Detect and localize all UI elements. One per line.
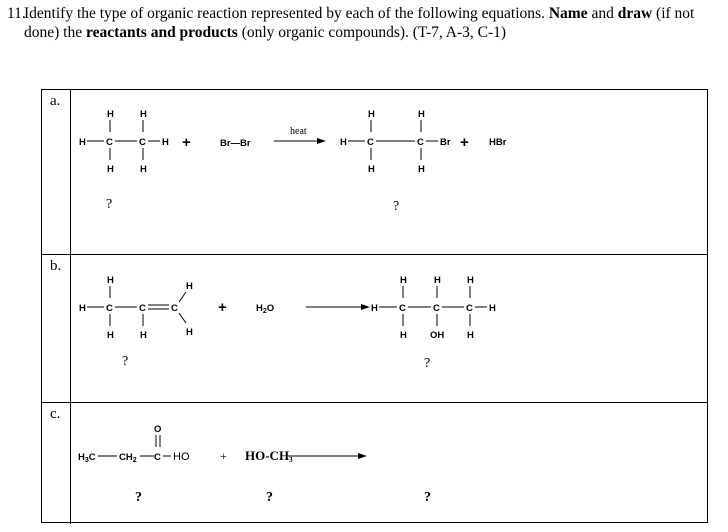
unknown-mark: ? (122, 354, 129, 369)
atom-h: H (400, 330, 407, 341)
atom-h: H (186, 327, 193, 338)
question-text-4: (only organic compounds). (T-7, A-3, C-1) (241, 24, 507, 41)
atom-h: H (186, 281, 193, 292)
question-reactants-bold: reactants and products (85, 24, 238, 41)
atom-h: H (140, 164, 147, 175)
atom-h: H (107, 330, 114, 341)
unknown-mark: ? (106, 197, 113, 212)
question-text-3: (if not done) the (24, 5, 695, 41)
reaction-table (41, 89, 708, 523)
arrow-condition: heat (290, 126, 307, 137)
reaction-arrow-icon (358, 453, 367, 459)
question-text-1: Identify the type of organic reaction represented by each of the following equations. (24, 5, 545, 22)
atom-h: H (340, 137, 347, 148)
atom-h: H (368, 109, 375, 120)
unknown-mark: ? (135, 490, 142, 505)
atom-c: C (171, 303, 178, 314)
atom-h: H (467, 330, 474, 341)
atom-h: H (162, 137, 169, 148)
atom-c: C (106, 303, 113, 314)
row-a-equation (42, 90, 709, 255)
atom-c: C (367, 137, 374, 148)
water-reagent: $H_2O$ (256, 303, 275, 315)
reaction-arrow-icon (361, 304, 370, 310)
row-c-label: c. (50, 406, 61, 422)
byproduct-hbr: HBr (489, 137, 507, 148)
row-b (42, 255, 707, 403)
atom-o: O (154, 424, 162, 435)
row-a-label: a. (50, 93, 61, 109)
atom-c: C (417, 137, 424, 148)
plus-sign: + (220, 449, 227, 463)
atom-c: C (399, 303, 406, 314)
atom-h: H (79, 137, 86, 148)
atom-c: C (154, 452, 161, 463)
atom-br: Br (440, 137, 451, 148)
atom-h: H (107, 275, 114, 286)
atom-h: H (368, 164, 375, 175)
atom-h: H (107, 164, 114, 175)
question-text-2: and (591, 5, 614, 22)
atom-h: H (79, 303, 86, 314)
bromine-reagent: Br—Br (220, 138, 251, 149)
hydroxyl-group: OH (430, 330, 445, 341)
atom-h: H (418, 109, 425, 120)
row-c-equation (42, 403, 709, 524)
question-number: 11. (7, 5, 26, 22)
atom-c: C (139, 303, 146, 314)
reaction-arrow-icon (317, 138, 326, 144)
plus-sign: + (460, 134, 469, 151)
methanol-reagent: HO-CH3 (245, 448, 293, 464)
atom-h3c: $H_3C$ (78, 452, 96, 464)
row-b-label: b. (50, 258, 62, 274)
row-c (42, 403, 707, 524)
question-draw-bold: draw (617, 5, 653, 22)
row-b-equation (42, 255, 709, 403)
atom-h: H (107, 109, 114, 120)
atom-c: C (139, 137, 146, 148)
atom-h: H (418, 164, 425, 175)
plus-sign: + (218, 299, 227, 316)
atom-h: H (140, 330, 147, 341)
atom-h: H (140, 109, 147, 120)
question-name-bold: Name (548, 5, 588, 22)
atom-h: H (489, 303, 496, 314)
unknown-mark: ? (424, 490, 431, 505)
atom-h: H (467, 275, 474, 286)
atom-h: H (400, 275, 407, 286)
hydroxyl-tail: HO (173, 451, 190, 463)
atom-c: C (433, 303, 440, 314)
unknown-mark: ? (266, 490, 273, 505)
row-a (42, 90, 707, 255)
atom-h: H (434, 275, 441, 286)
unknown-mark: ? (393, 199, 400, 214)
atom-h: H (371, 303, 378, 314)
unknown-mark: ? (424, 356, 431, 371)
atom-c: C (466, 303, 473, 314)
methylene-group: $CH_2$ (119, 452, 137, 464)
atom-c: C (106, 137, 113, 148)
plus-sign: + (182, 134, 191, 151)
question-text (7, 4, 714, 42)
